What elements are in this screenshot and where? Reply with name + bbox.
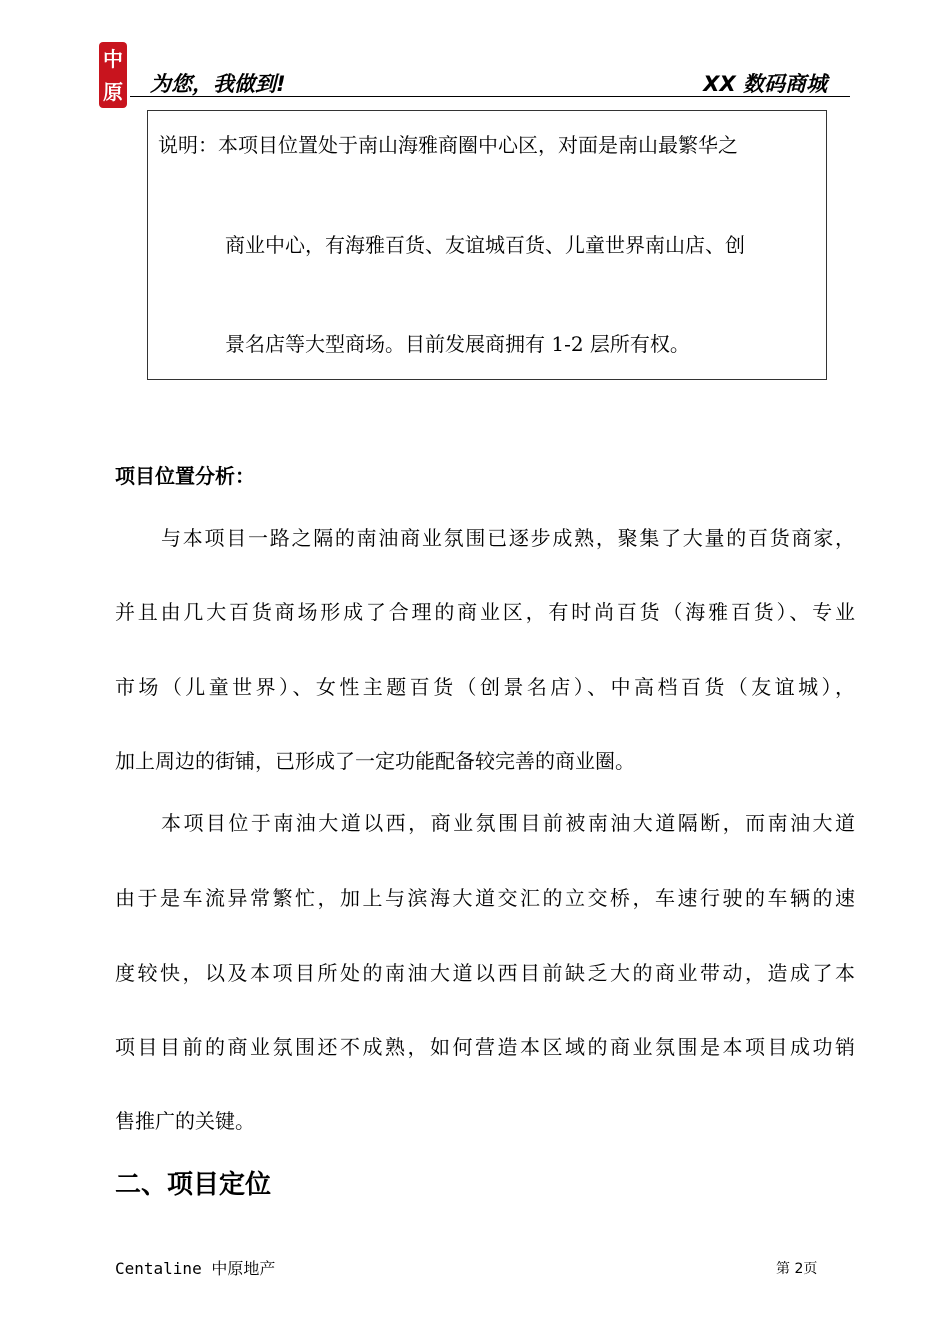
paragraph1-line: 市场（儿童世界）、女性主题百货（创景名店）、中高档百货（友谊城），	[115, 675, 855, 699]
paragraph2-line: 项目目前的商业氛围还不成熟，如何营造本区域的商业氛围是本项目成功销	[115, 1035, 855, 1059]
note-line-1: 说明：本项目位置处于南山海雅商圈中心区，对面是南山最繁华之	[158, 133, 738, 157]
paragraph1-line: 并且由几大百货商场形成了合理的商业区，有时尚百货（海雅百货）、专业	[115, 600, 855, 624]
paragraph1-line: 与本项目一路之隔的南油商业氛围已逐步成熟，聚集了大量的百货商家，	[161, 526, 855, 550]
paragraph2-line: 售推广的关键。	[115, 1109, 255, 1133]
logo-char-1: 中	[103, 46, 123, 71]
note-box	[147, 110, 827, 380]
footer-page-number: 第 2页	[776, 1261, 818, 1277]
paragraph2-line: 由于是车流异常繁忙，加上与滨海大道交汇的立交桥，车速行驶的车辆的速	[115, 886, 855, 910]
note-line-2: 商业中心，有海雅百货、友谊城百货、儿童世界南山店、创	[225, 233, 745, 257]
section-title: 项目位置分析：	[115, 464, 255, 488]
note-line-3: 景名店等大型商场。目前发展商拥有 1-2 层所有权。	[225, 332, 690, 356]
header-divider	[130, 96, 850, 97]
header-project-name: XX 数码商城	[703, 72, 827, 96]
footer-company: Centaline 中原地产	[115, 1259, 276, 1278]
header-slogan: 为您，我做到!	[150, 72, 286, 96]
section-heading: 二、项目定位	[115, 1170, 272, 1200]
company-logo	[99, 42, 127, 108]
paragraph2-line: 度较快，以及本项目所处的南油大道以西目前缺乏大的商业带动，造成了本	[115, 961, 855, 985]
paragraph1-line: 加上周边的街铺，已形成了一定功能配备较完善的商业圈。	[115, 749, 635, 773]
logo-char-2: 原	[103, 79, 123, 104]
paragraph2-line: 本项目位于南油大道以西，商业氛围目前被南油大道隔断，而南油大道	[161, 811, 855, 835]
